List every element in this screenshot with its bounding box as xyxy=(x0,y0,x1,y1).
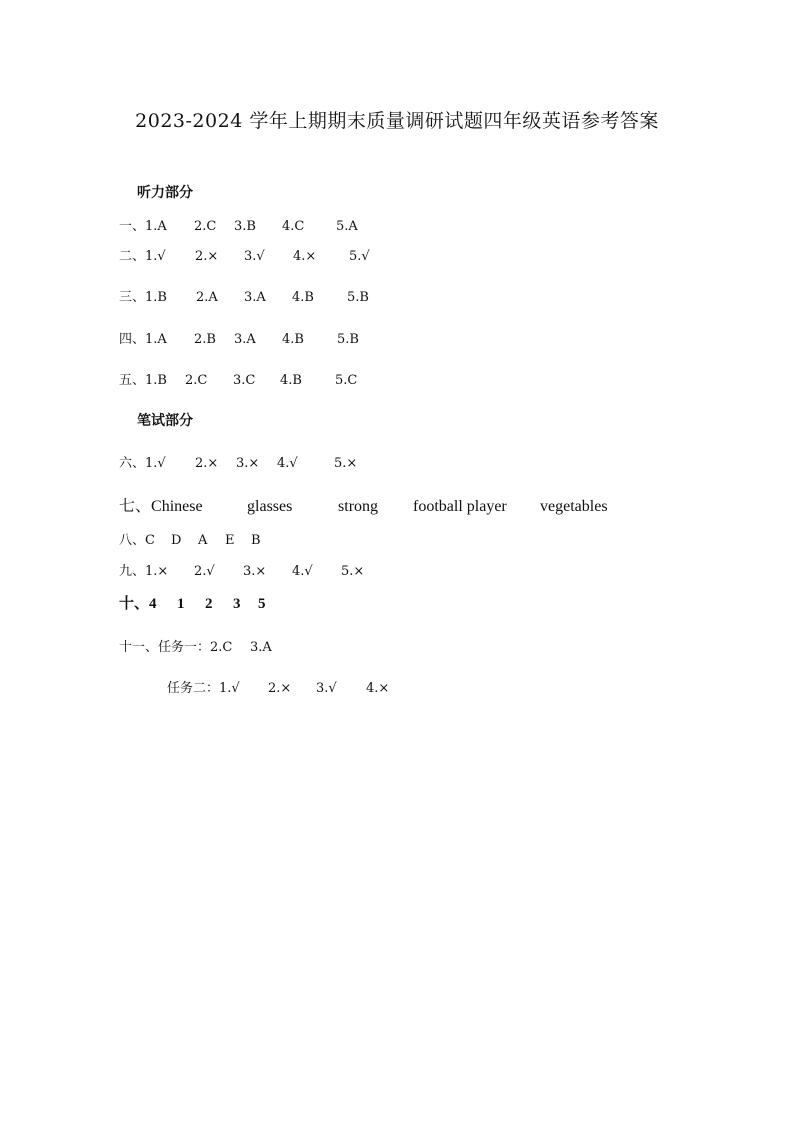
answer-item: 3.C xyxy=(233,373,256,388)
answer-list xyxy=(145,332,359,347)
answer-item: 2.A xyxy=(196,290,218,305)
answer-item: 1.√ xyxy=(219,681,240,696)
answer-item: 3.A xyxy=(244,290,266,305)
answer-item: 3.× xyxy=(236,456,260,471)
answer-row-3 xyxy=(119,286,369,305)
question-number: 三、 xyxy=(119,290,146,305)
answer-item: 4.× xyxy=(293,249,317,264)
question-number: 一、 xyxy=(119,219,146,234)
answer-row-5 xyxy=(119,369,357,388)
answer-item: 5.B xyxy=(347,290,369,305)
question-number: 十一、 xyxy=(119,640,159,655)
answer-item: 1.A xyxy=(145,332,167,347)
answer-item: 2.C xyxy=(185,373,208,388)
answer-item: 2.× xyxy=(268,681,292,696)
answer-item: 1.A xyxy=(145,219,167,234)
section-label-listening: 听力部分 xyxy=(137,185,193,201)
answer-item: 3 xyxy=(233,596,241,612)
answer-list xyxy=(210,640,272,655)
question-number: 四、 xyxy=(119,332,146,347)
answer-list xyxy=(145,219,358,234)
answer-item: 4.B xyxy=(280,373,302,388)
answer-item: football player xyxy=(413,498,507,515)
answer-item: 2.× xyxy=(195,456,219,471)
answer-item: 4.√ xyxy=(277,456,298,471)
task1-label: 任务一： xyxy=(158,640,211,655)
answer-item: C xyxy=(145,533,155,548)
answer-item: 3.√ xyxy=(244,249,265,264)
answer-item: 5.× xyxy=(341,564,365,579)
answer-item: 5.A xyxy=(336,219,358,234)
answer-row-2 xyxy=(119,245,370,264)
answer-item: 3.A xyxy=(250,640,272,655)
task2-label: 任务二： xyxy=(167,681,220,696)
answer-item: 2.× xyxy=(195,249,219,264)
answer-item: 1.B xyxy=(145,373,167,388)
answer-row-11-task2 xyxy=(167,677,389,696)
page-title: 2023-2024 学年上期期末质量调研试题四年级英语参考答案 xyxy=(135,110,659,132)
answer-item: 5 xyxy=(258,596,266,612)
answer-list xyxy=(145,564,364,579)
answer-item: 3.√ xyxy=(316,681,337,696)
answer-row-7 xyxy=(119,493,608,516)
answer-item: 1.√ xyxy=(145,249,166,264)
question-number: 七、 xyxy=(119,498,152,515)
answer-row-11-task1 xyxy=(119,636,272,655)
answer-row-8 xyxy=(119,529,261,548)
answer-item: 2.√ xyxy=(194,564,215,579)
answer-list xyxy=(145,290,369,305)
answer-item: 1.× xyxy=(145,564,169,579)
answer-list xyxy=(219,681,389,696)
answer-item: 1.B xyxy=(145,290,167,305)
answer-item: 5.√ xyxy=(349,249,370,264)
answer-item: 1.√ xyxy=(145,456,166,471)
answer-item: strong xyxy=(338,498,379,515)
answer-item: 5.× xyxy=(334,456,358,471)
answer-list xyxy=(151,498,608,516)
question-number: 八、 xyxy=(119,533,146,548)
answer-item: 3.B xyxy=(234,219,256,234)
answer-item: 2.C xyxy=(194,219,217,234)
answer-list xyxy=(145,456,357,471)
answer-list xyxy=(145,373,357,388)
answer-item: 5.C xyxy=(335,373,358,388)
answer-list xyxy=(149,596,266,613)
answer-item: 3.A xyxy=(234,332,256,347)
answer-list xyxy=(145,533,261,548)
answer-row-10 xyxy=(119,592,266,613)
answer-item: Chinese xyxy=(151,498,203,515)
answer-item: 5.B xyxy=(337,332,359,347)
answer-item: 4.C xyxy=(282,219,305,234)
answer-list xyxy=(145,249,370,264)
answer-item: 3.× xyxy=(243,564,267,579)
answer-item: 4.× xyxy=(366,681,390,696)
answer-row-9 xyxy=(119,560,364,579)
answer-item: 2.B xyxy=(194,332,216,347)
answer-item: glasses xyxy=(247,498,293,515)
answer-row-6 xyxy=(119,452,357,471)
answer-item: 2.C xyxy=(210,640,233,655)
answer-item: 4.B xyxy=(282,332,304,347)
answer-item: E xyxy=(225,533,235,548)
answer-item: 1 xyxy=(177,596,185,612)
answer-item: 4.√ xyxy=(292,564,313,579)
question-number: 十、 xyxy=(119,596,150,612)
section-label-writing: 笔试部分 xyxy=(137,413,193,429)
answer-item: 4 xyxy=(149,596,157,612)
question-number: 九、 xyxy=(119,564,146,579)
answer-row-1 xyxy=(119,215,358,234)
answer-row-4 xyxy=(119,328,359,347)
answer-item: B xyxy=(251,533,261,548)
question-number: 二、 xyxy=(119,249,146,264)
question-number: 六、 xyxy=(119,456,146,471)
answer-item: 4.B xyxy=(292,290,314,305)
answer-item: vegetables xyxy=(540,498,608,515)
answer-item: D xyxy=(171,533,182,548)
answer-item: 2 xyxy=(205,596,213,612)
answer-item: A xyxy=(198,533,208,548)
question-number: 五、 xyxy=(119,373,146,388)
